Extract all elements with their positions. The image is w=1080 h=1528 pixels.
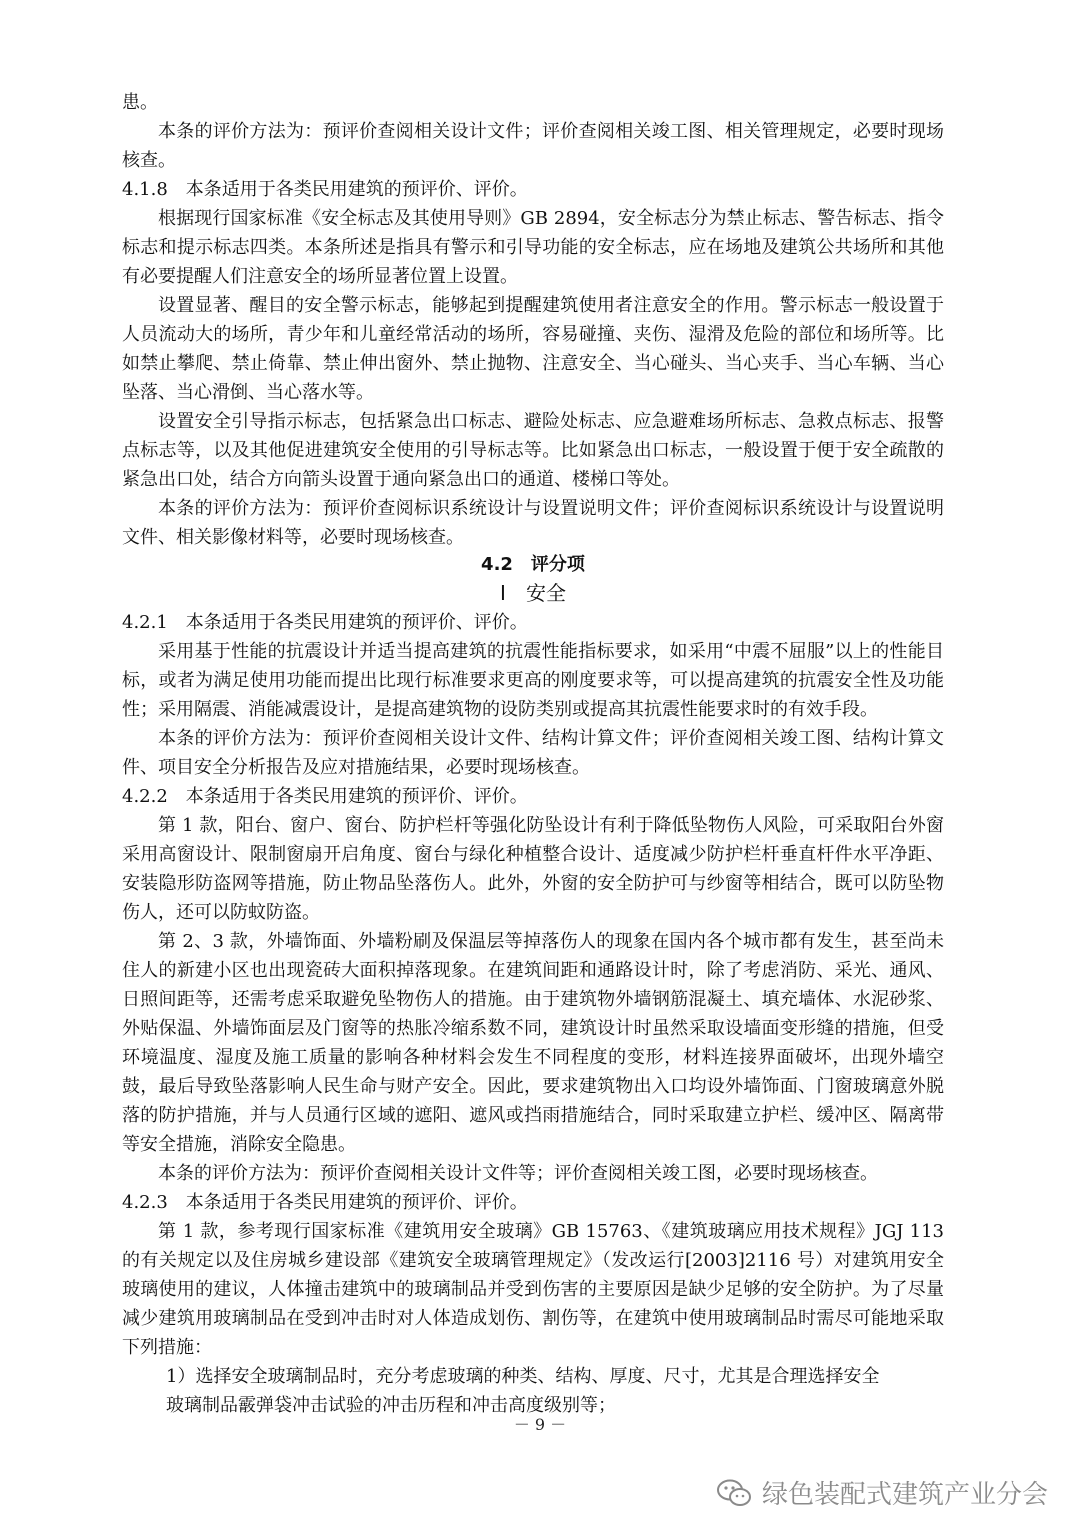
subsection-title: Ⅰ 安全	[500, 581, 566, 605]
paragraph: 患。	[122, 92, 158, 113]
paragraph: 设置显著、醒目的安全警示标志，能够起到提醒建筑使用者注意安全的作用。警示标志一般设置于人员流动大的场所，青少年和儿童经常活动的场所，容易碰撞、夹伤、湿滑及危险的部位和场所等。比如禁止攀爬、禁止倚靠、禁止伸出窗外、禁止抛物、注意安全、当心碰头、当心夹手、当心车辆、当心坠落、当心滑倒、当心落水等。	[122, 295, 944, 403]
paragraph: 本条的评价方法为：预评价查阅标识系统设计与设置说明文件；评价查阅标识系统设计与设置说明文件、相关影像材料等，必要时现场核查。	[122, 498, 944, 548]
clause-heading: 4.2.3 本条适用于各类民用建筑的预评价、评价。	[122, 1192, 528, 1213]
watermark	[716, 1474, 1048, 1511]
page-number: － 9 －	[513, 1415, 567, 1434]
paragraph: 第 2、3 款，外墙饰面、外墙粉刷及保温层等掉落伤人的现象在国内各个城市都有发生，甚至尚未住人的新建小区也出现瓷砖大面积掉落现象。在建筑间距和通路设计时，除了考虑消防、采光、通风、日照间距等，还需考虑采取避免坠物伤人的措施。由于建筑物外墙钢筋混凝土、填充墙体、水泥砂浆、外贴保温、外墙饰面层及门窗等的热胀冷缩系数不同，建筑设计时虽然采取设墙面变形缝的措施，但受环境温度、湿度及施工质量的影响各种材料会发生不同程度的变形，材料连接界面破坏，出现外墙空鼓，最后导致坠落影响人民生命与财产安全。因此，要求建筑物出入口均设外墙饰面、门窗玻璃意外脱落的防护措施，并与人员通行区域的遮阳、遮风或挡雨措施结合，同时采取建立护栏、缓冲区、隔离带等安全措施，消除安全隐患。	[122, 931, 944, 1155]
paragraph: 根据现行国家标准《安全标志及其使用导则》GB 2894，安全标志分为禁止标志、警告标志、指令标志和提示标志四类。本条所述是指具有警示和引导功能的安全标志，应在场地及建筑公共场所和其他有必要提醒人们注意安全的场所显著位置上设置。	[122, 208, 944, 287]
paragraph: 本条的评价方法为：预评价查阅相关设计文件；评价查阅相关竣工图、相关管理规定，必要时现场核查。	[122, 121, 944, 171]
clause-heading: 4.2.2 本条适用于各类民用建筑的预评价、评价。	[122, 786, 528, 807]
paragraph: 本条的评价方法为：预评价查阅相关设计文件、结构计算文件；评价查阅相关竣工图、结构计算文件、项目安全分析报告及应对措施结果，必要时现场核查。	[122, 728, 944, 778]
section-title: 4.2 评分项	[481, 554, 585, 575]
clause-heading: 4.1.8 本条适用于各类民用建筑的预评价、评价。	[122, 179, 528, 200]
paragraph: 第 1 款，参考现行国家标准《建筑用安全玻璃》GB 15763、《建筑玻璃应用技术规程》JGJ 113 的有关规定以及住房城乡建设部《建筑安全玻璃管理规定》（发改运行[2003]2116 号）对建筑用安全玻璃使用的建议，人体撞击建筑中的玻璃制品并受到伤害的主要原因是缺少足够的安全防护。为了尽量减少建筑用玻璃制品在受到冲击时对人体造成划伤、割伤等，在建筑中使用玻璃制品时需尽可能地采取下列措施：	[122, 1221, 944, 1358]
list-item-line: 玻璃制品霰弹袋冲击试验的冲击历程和冲击高度级别等；	[166, 1395, 616, 1416]
list-item-line: 1）选择安全玻璃制品时，充分考虑玻璃的种类、结构、厚度、尺寸，尤其是合理选择安全	[166, 1366, 880, 1387]
paragraph: 本条的评价方法为：预评价查阅相关设计文件等；评价查阅相关竣工图，必要时现场核查。	[158, 1163, 878, 1184]
clause-heading: 4.2.1 本条适用于各类民用建筑的预评价、评价。	[122, 612, 528, 633]
paragraph: 采用基于性能的抗震设计并适当提高建筑的抗震性能指标要求，如采用“中震不屈服”以上的性能目标，或者为满足使用功能而提出比现行标准要求更高的刚度要求等，可以提高建筑的抗震安全性及功能性；采用隔震、消能减震设计，是提高建筑物的设防类别或提高其抗震性能要求时的有效手段。	[122, 641, 944, 720]
document-body	[122, 88, 944, 1420]
watermark-text: 绿色装配式建筑产业分会	[761, 1480, 1048, 1510]
wechat-icon	[716, 1478, 752, 1508]
paragraph: 第 1 款，阳台、窗户、窗台、防护栏杆等强化防坠设计有利于降低坠物伤人风险，可采取阳台外窗采用高窗设计、限制窗扇开启角度、窗台与绿化种植整合设计、适度减少防护栏杆垂直杆件水平净距、安装隐形防盗网等措施，防止物品坠落伤人。此外，外窗的安全防护可与纱窗等相结合，既可以防坠物伤人，还可以防蚊防盗。	[122, 815, 944, 923]
paragraph: 设置安全引导指示标志，包括紧急出口标志、避险处标志、应急避难场所标志、急救点标志、报警点标志等，以及其他促进建筑安全使用的引导标志等。比如紧急出口标志，一般设置于便于安全疏散的紧急出口处，结合方向箭头设置于通向紧急出口的通道、楼梯口等处。	[122, 411, 944, 490]
